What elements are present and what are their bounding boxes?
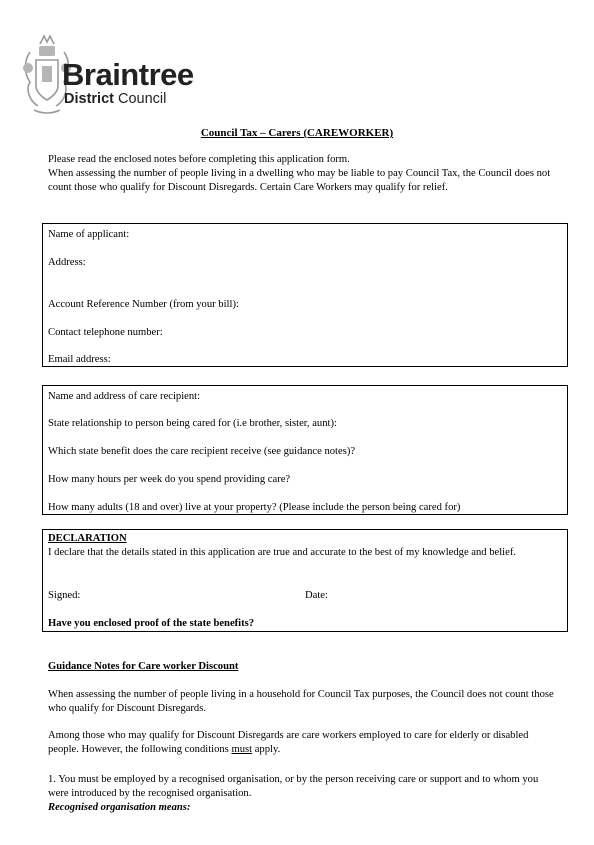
intro-paragraph: When assessing the number of people living in a dwelling who may be liable to pay Council Tax, the Council does not count those who qualify for Discount Disregards. Certain Care Workers may qualify for relief.: [48, 168, 551, 193]
logo-wordmark-braintree: Braintree: [62, 57, 194, 92]
email-label: Email address:: [48, 354, 111, 365]
applicant-name-label: Name of applicant:: [48, 229, 130, 240]
care-recipient-label: Name and address of care recipient:: [48, 391, 201, 402]
logo-wordmark-council: District Council: [64, 91, 167, 107]
proof-question: Have you enclosed proof of the state benefits?: [48, 618, 255, 629]
applicant-details-box: [42, 223, 568, 367]
care-details-box: [42, 385, 568, 515]
guidance-heading: Guidance Notes for Care worker Discount: [48, 661, 239, 672]
state-benefit-label: Which state benefit does the care recipient receive (see guidance notes)?: [48, 446, 356, 457]
declaration-box: [42, 529, 568, 632]
guidance-paragraph-2: Among those who may qualify for Discount Disregards are care workers employed to care for elderly or disabled people. However, the following conditions must apply.: [48, 730, 529, 755]
address-label: Address:: [48, 257, 86, 268]
care-hours-label: How many hours per week do you spend providing care?: [48, 474, 291, 485]
contact-phone-label: Contact telephone number:: [48, 327, 163, 338]
date-label: Date:: [305, 590, 328, 601]
declaration-text: I declare that the details stated in this application are true and accurate to the best of my knowledge and belief.: [48, 547, 517, 558]
guidance-paragraph-3: 1. You must be employed by a recognised organisation, or by the person receiving care or support and to whom you were introduced by the recognised organisation.: [48, 774, 539, 799]
intro-line-1: Please read the enclosed notes before completing this application form.: [48, 154, 350, 165]
signed-label: Signed:: [48, 590, 81, 601]
declaration-heading: DECLARATION: [48, 533, 127, 544]
adults-count-label: How many adults (18 and over) live at your property? (Please include the person being cared for): [48, 502, 461, 513]
guidance-paragraph-1: When assessing the number of people living in a household for Council Tax purposes, the Council does not count those who qualify for Discount Disregards.: [48, 689, 554, 714]
recognised-organisation-heading: Recognised organisation means:: [48, 802, 191, 813]
relationship-label: State relationship to person being cared for (i.e brother, sister, aunt):: [48, 418, 337, 429]
account-reference-label: Account Reference Number (from your bill):: [48, 299, 239, 310]
form-title: Council Tax – Carers (CAREWORKER): [200, 127, 394, 139]
